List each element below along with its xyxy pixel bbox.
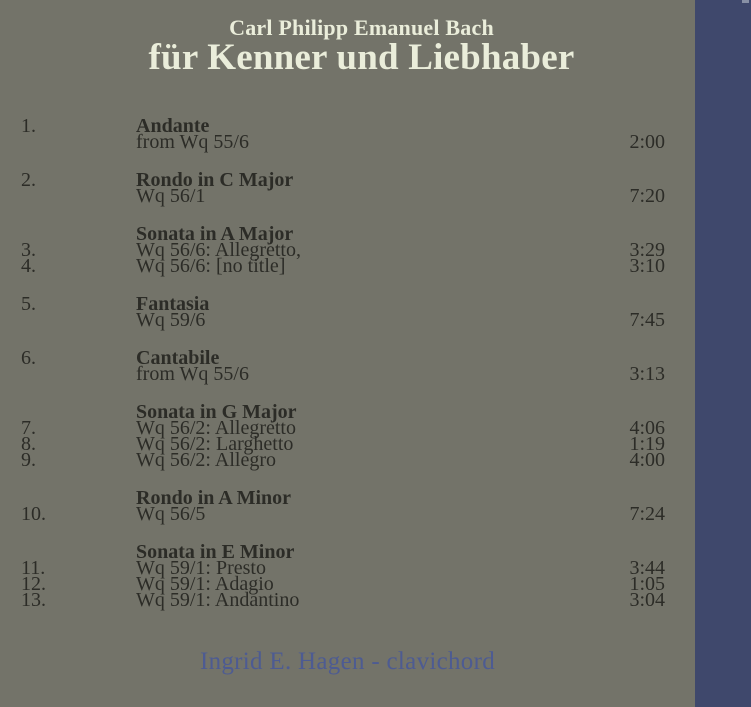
track-number: 4.	[21, 255, 36, 277]
work-title: Fantasia	[136, 293, 210, 315]
track-duration: 7:45	[629, 309, 665, 331]
track-line	[0, 589, 695, 611]
movement-title: Wq 59/1: Presto	[136, 557, 266, 579]
work-title: Cantabile	[136, 347, 220, 369]
track-number: 3.	[21, 239, 36, 261]
track-duration: 4:06	[629, 417, 665, 439]
track-group	[0, 401, 695, 471]
album-title: für Kenner und Liebhaber	[148, 37, 575, 78]
track-duration: 3:44	[629, 557, 665, 579]
track-duration: 4:00	[629, 449, 665, 471]
track-duration: 7:24	[629, 503, 665, 525]
movement-title: Wq 59/1: Andantino	[136, 589, 300, 611]
work-title: Sonata in G Major	[136, 401, 297, 423]
track-group	[0, 115, 695, 153]
track-line	[0, 433, 695, 455]
track-duration: 3:29	[629, 239, 665, 261]
track-group	[0, 487, 695, 525]
track-line	[0, 487, 695, 509]
movement-title: Wq 56/5	[136, 503, 206, 525]
track-duration: 3:10	[629, 255, 665, 277]
track-line	[0, 503, 695, 525]
track-number: 10.	[21, 503, 46, 525]
track-duration: 1:05	[629, 573, 665, 595]
track-duration: 3:04	[629, 589, 665, 611]
track-line	[0, 169, 695, 191]
track-number: 1.	[21, 115, 36, 137]
movement-title: Wq 56/1	[136, 185, 206, 207]
movement-title: Wq 56/6: [no title]	[136, 255, 286, 277]
track-line	[0, 449, 695, 471]
track-group	[0, 347, 695, 385]
movement-title: from Wq 55/6	[136, 363, 249, 385]
movement-title: Wq 56/6: Allegretto,	[136, 239, 301, 261]
track-duration: 7:20	[629, 185, 665, 207]
track-line	[0, 401, 695, 423]
movement-title: Wq 56/2: Allegro	[136, 449, 276, 471]
album-header	[14, 16, 709, 76]
movement-title: Wq 59/1: Adagio	[136, 573, 274, 595]
track-line	[0, 573, 695, 595]
movement-title: from Wq 55/6	[136, 131, 249, 153]
track-line	[0, 309, 695, 331]
track-number: 5.	[21, 293, 36, 315]
composer-name: Carl Philipp Emanuel Bach	[229, 15, 494, 40]
track-line	[0, 115, 695, 137]
track-line	[0, 347, 695, 369]
track-line	[0, 541, 695, 563]
movement-title: Wq 56/2: Larghetto	[136, 433, 294, 455]
track-number: 8.	[21, 433, 36, 455]
movement-title: Wq 56/2: Allegretto	[136, 417, 296, 439]
track-duration: 3:13	[629, 363, 665, 385]
track-line	[0, 557, 695, 579]
track-group	[0, 169, 695, 207]
work-title: Sonata in A Major	[136, 223, 294, 245]
track-number: 9.	[21, 449, 36, 471]
work-title: Rondo in C Major	[136, 169, 294, 191]
track-duration: 1:19	[629, 433, 665, 455]
track-duration: 2:00	[629, 131, 665, 153]
track-line	[0, 223, 695, 245]
work-title: Andante	[136, 115, 210, 137]
track-number: 6.	[21, 347, 36, 369]
track-number: 13.	[21, 589, 46, 611]
movement-title: Wq 59/6	[136, 309, 206, 331]
performer-credit: Ingrid E. Hagen - clavichord	[199, 648, 496, 675]
track-line	[0, 255, 695, 277]
track-number: 11.	[21, 557, 46, 579]
track-group	[0, 223, 695, 277]
track-number: 2.	[21, 169, 36, 191]
spine-strip	[695, 0, 751, 707]
work-title: Sonata in E Minor	[136, 541, 295, 563]
track-line	[0, 185, 695, 207]
track-group	[0, 541, 695, 611]
corner-artifact	[742, 0, 749, 3]
track-group	[0, 293, 695, 331]
track-number: 12.	[21, 573, 46, 595]
track-line	[0, 417, 695, 439]
tracklist	[0, 115, 695, 611]
track-line	[0, 239, 695, 261]
track-line	[0, 131, 695, 153]
work-title: Rondo in A Minor	[136, 487, 292, 509]
track-line	[0, 293, 695, 315]
track-line	[0, 363, 695, 385]
track-number: 7.	[21, 417, 36, 439]
